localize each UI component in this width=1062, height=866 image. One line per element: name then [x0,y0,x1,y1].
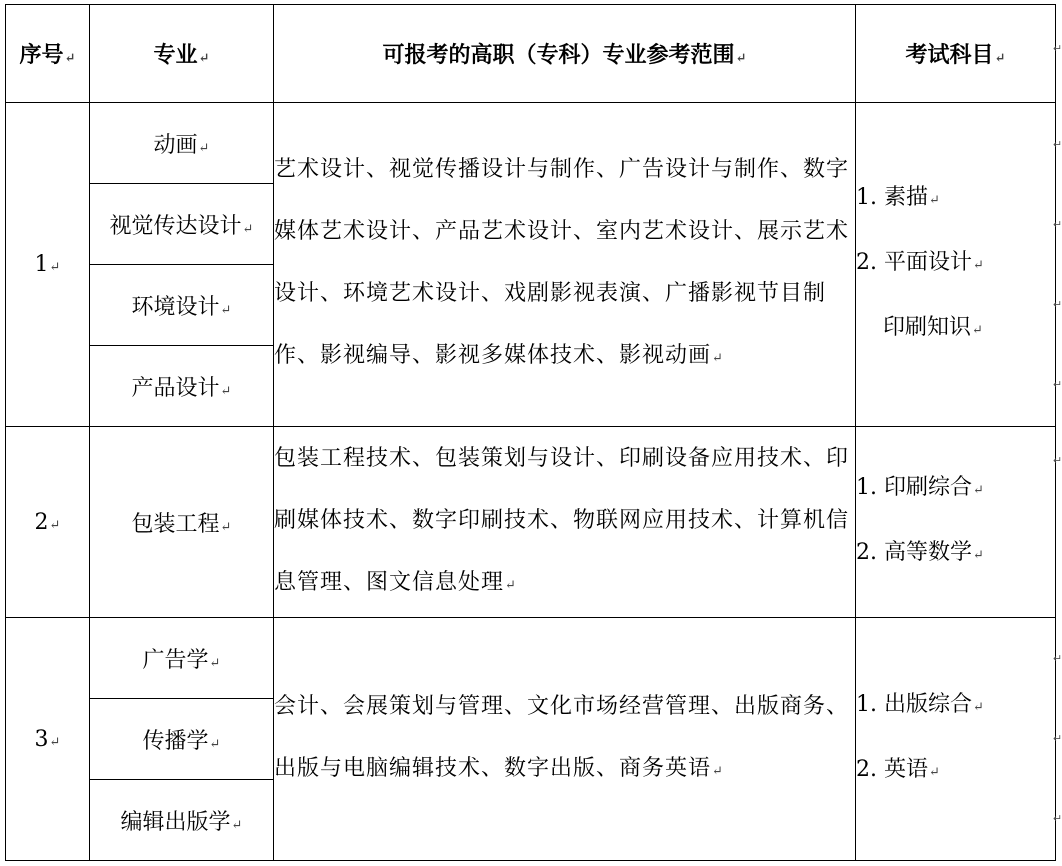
paragraph-mark-icon: ↵ [220,302,232,318]
row-end-marks [1053,0,1062,866]
paragraph-mark-icon: ↵ [1053,299,1062,311]
paragraph-mark-icon: ↵ [242,221,254,237]
table-row [6,103,1056,184]
paragraph-mark-icon: ↵ [49,260,61,275]
header-range: 可报考的高职（专科）专业参考范围↵ [274,5,856,103]
paragraph-mark-icon: ↵ [49,734,61,750]
paragraph-mark-icon: ↵ [1053,379,1062,391]
major-cell: 广告学↵ [90,618,274,699]
admission-table [5,4,1056,861]
header-row [6,5,1056,103]
row-index: 1↵ [6,103,90,427]
paragraph-mark-icon: ↵ [231,817,243,833]
paragraph-mark-icon: ↵ [1053,813,1062,825]
paragraph-mark-icon: ↵ [209,655,221,671]
paragraph-mark-icon: ↵ [972,548,984,563]
paragraph-mark-icon: ↵ [928,193,940,208]
paragraph-mark-icon: ↵ [220,383,232,399]
paragraph-mark-icon: ↵ [972,700,984,715]
major-cell: 编辑出版学↵ [90,780,274,861]
paragraph-mark-icon: ↵ [1053,733,1062,745]
range-cell: 艺术设计、视觉传播设计与制作、广告设计与制作、数字媒体艺术设计、产品艺术设计、室内艺术设计、展示艺术设计、环境艺术设计、戏剧影视表演、广播影视节目制作、影视编导、影视多媒体技术、影视动画↵ [274,103,856,427]
range-cell: 会计、会展策划与管理、文化市场经营管理、出版商务、出版与电脑编辑技术、数字出版、商务英语↵ [274,618,856,861]
paragraph-mark-icon: ↵ [972,483,984,498]
header-major: 专业↵ [90,5,274,103]
paragraph-mark-icon: ↵ [198,140,210,156]
subjects-cell: 1. 出版综合↵ 2. 英语↵ [856,618,1056,861]
table-row [6,427,1056,618]
paragraph-mark-icon: ↵ [505,577,517,593]
row-index: 3↵ [6,618,90,861]
header-subjects: 考试科目↵ [856,5,1056,103]
paragraph-mark-icon: ↵ [735,51,747,66]
paragraph-mark-icon: ↵ [1053,219,1062,231]
subjects-cell: 1. 素描↵ 2. 平面设计↵ 印刷知识↵ [856,103,1056,427]
paragraph-mark-icon: ↵ [198,51,210,66]
major-cell: 动画↵ [90,103,274,184]
paragraph-mark-icon: ↵ [1053,455,1062,467]
major-cell: 传播学↵ [90,699,274,780]
paragraph-mark-icon: ↵ [49,517,61,533]
paragraph-mark-icon: ↵ [994,51,1006,66]
paragraph-mark-icon: ↵ [1053,139,1062,151]
table-row [6,618,1056,699]
paragraph-mark-icon: ↵ [64,51,76,66]
major-cell: 产品设计↵ [90,346,274,427]
major-cell: 视觉传达设计↵ [90,184,274,265]
paragraph-mark-icon: ↵ [1053,653,1062,665]
paragraph-mark-icon: ↵ [209,736,221,752]
major-cell: 环境设计↵ [90,265,274,346]
paragraph-mark-icon: ↵ [1053,43,1062,55]
major-cell: 包装工程↵ [90,427,274,618]
row-index: 2↵ [6,427,90,618]
paragraph-mark-icon: ↵ [712,763,724,779]
range-cell: 包装工程技术、包装策划与设计、印刷设备应用技术、印刷媒体技术、数字印刷技术、物联网应用技术、计算机信息管理、图文信息处理↵ [274,427,856,618]
paragraph-mark-icon: ↵ [972,323,983,338]
paragraph-mark-icon: ↵ [220,519,232,535]
header-index: 序号↵ [6,5,90,103]
paragraph-mark-icon: ↵ [712,351,724,366]
paragraph-mark-icon: ↵ [972,258,984,273]
paragraph-mark-icon: ↵ [928,765,940,780]
subjects-cell: 1. 印刷综合↵ 2. 高等数学↵ [856,427,1056,618]
